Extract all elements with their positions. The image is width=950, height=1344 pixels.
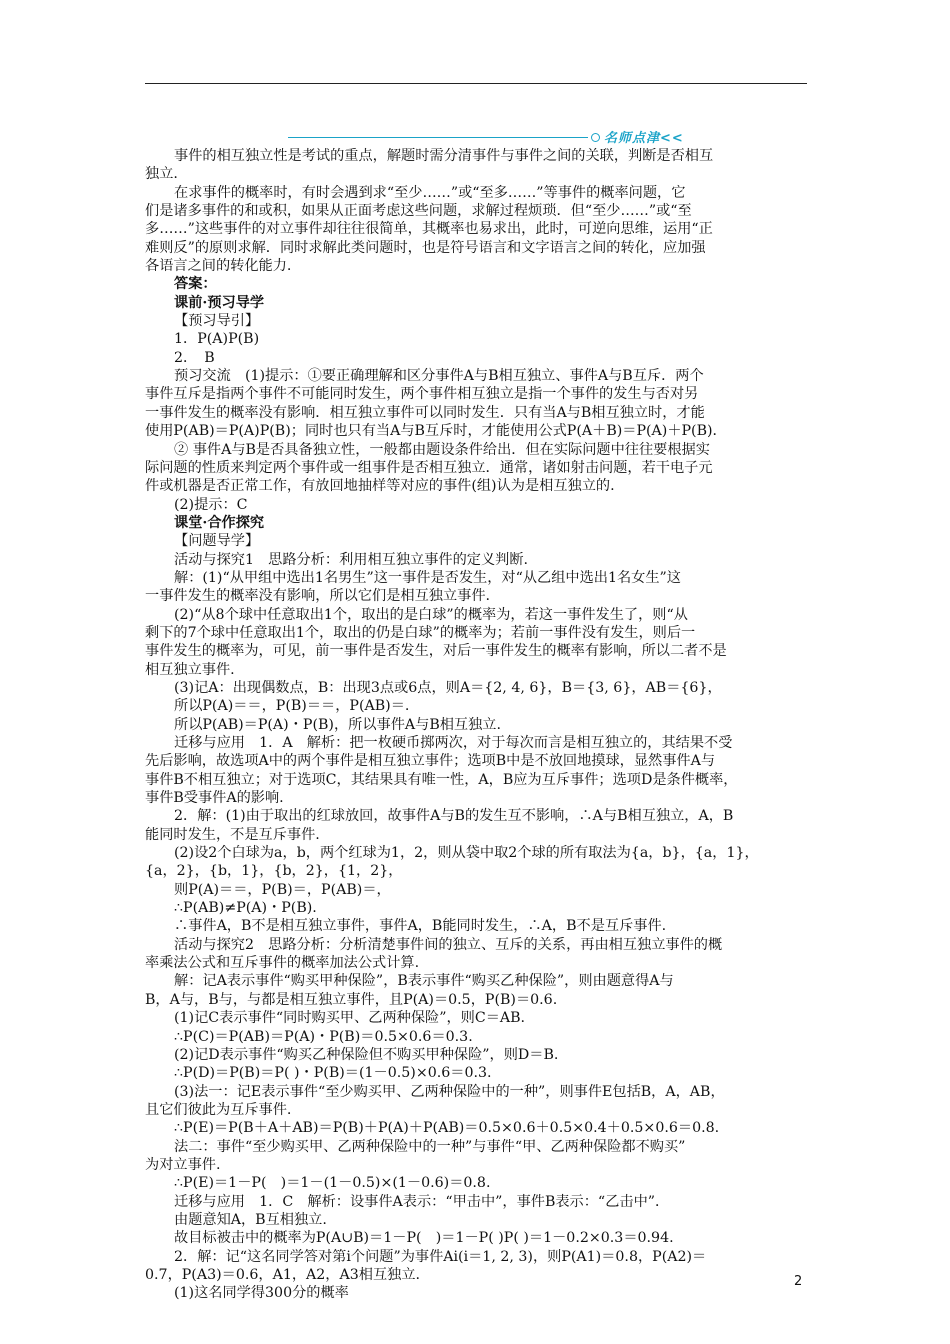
text-line: ∴P(E)＝P(B＋A＋AB)＝P(B)＋P(A)＋P(AB)＝0.5×0.6＋0.5×0.4＋0.5×0.6＝0.8. <box>174 1120 720 1137</box>
text-line: 由题意知A，B互相独立. <box>174 1211 327 1228</box>
text-line: B，A与，B与，与都是相互独立事件，且P(A)＝0.5，P(B)＝0.6. <box>145 991 558 1008</box>
text-line: 2．解：(1)由于取出的红球放回，故事件A与B的发生互不影响，∴A与B相互独立，A，B <box>174 808 734 825</box>
text-line: (2)提示：C <box>174 496 248 513</box>
text-line: ∴事件A，B不是相互独立事件，事件A，B能同时发生，∴A，B不是互斥事件. <box>174 918 667 935</box>
text-line: 事件B不相互独立；对于选项C，其结果具有唯一性，A，B应为互斥事件；选项D是条件概率， <box>145 771 738 788</box>
text-line: 预习交流 (1)提示：①要正确理解和区分事件A与B相互独立、事件A与B互斥．两个 <box>174 368 704 385</box>
text-line: (2)设2个白球为a，b，两个红球为1，2，则从袋中取2个球的所有取法为{a，b}，{a，1}， <box>174 845 759 862</box>
text-line: 一事件发生的概率没有影响．相互独立事件可以同时发生．只有当A与B相互独立时，才能 <box>145 404 705 421</box>
text-line: 为对立事件. <box>145 1156 221 1173</box>
header-rule <box>145 83 807 84</box>
text-line: 【问题导学】 <box>174 533 260 550</box>
text-line: 则P(A)＝＝，P(B)＝，P(AB)＝， <box>174 881 391 898</box>
text-line: 们是诸多事件的和或积，如果从正面考虑这些问题，求解过程烦琐．但“至少……”或“至 <box>145 203 692 220</box>
text-line: ② 事件A与B是否具备独立性，一般都由题设条件给出．但在实际问题中往往要根据实 <box>174 441 710 458</box>
text-line: 活动与探究1 思路分析：利用相互独立事件的定义判断. <box>174 551 529 568</box>
text-line: 所以P(A)＝＝，P(B)＝＝，P(AB)＝. <box>174 698 410 715</box>
text-line: 答案： <box>174 276 217 293</box>
text-line: ∴P(AB)≠P(A)・P(B). <box>174 900 317 917</box>
text-line: (2)记D表示事件“购买乙种保险但不购买甲种保险”，则D＝B. <box>174 1046 559 1063</box>
text-line: (3)记A：出现偶数点，B：出现3点或6点，则A＝{2, 4, 6}，B＝{3, 6}，AB＝{6}， <box>174 679 722 696</box>
text-line: 件或机器是否正常工作，有放回地抽样等对应的事件(组)认为是相互独立的. <box>145 478 615 495</box>
text-line: 事件B受事件A的影响. <box>145 790 284 807</box>
text-line: 事件发生的概率为，可见，前一事件是否发生，对后一事件发生的概率有影响，所以二者不是 <box>145 643 727 660</box>
text-line: 难则反”的原则求解．同时求解此类问题时，也是符号语言和文字语言之间的转化，应加强 <box>145 239 706 256</box>
text-line: 2． B <box>174 349 215 366</box>
section-banner <box>288 130 693 146</box>
banner-label: 名师点津<< <box>604 131 684 146</box>
text-line: (1)记C表示事件“同时购买甲、乙两种保险”，则C＝AB. <box>174 1010 526 1027</box>
text-line: 迁移与应用 1．C 解析：设事件A表示：“甲击中”，事件B表示：“乙击中”． <box>174 1193 670 1210</box>
text-line: {a，2}，{b，1}，{b，2}，{1，2}， <box>145 863 403 880</box>
text-line: 所以P(AB)＝P(A)・P(B)，所以事件A与B相互独立. <box>174 716 501 733</box>
text-line: 【预习导引】 <box>174 313 260 330</box>
text-line: 率乘法公式和互斥事件的概率加法公式计算. <box>145 955 420 972</box>
text-line: 相互独立事件. <box>145 661 235 678</box>
text-line: 际问题的性质来判定两个事件或一组事件是否相互独立．通常，诸如射击问题，若干电子元 <box>145 459 713 476</box>
text-line: 课前·预习导学 <box>174 294 265 311</box>
text-line: 事件的相互独立性是考试的重点，解题时需分清事件与事件之间的关联，判断是否相互 <box>174 148 714 164</box>
text-line: 剩下的7个球中任意取出1个，取出的仍是白球”的概率为；若前一事件没有发生，则后一 <box>145 624 696 641</box>
text-line: 独立. <box>145 166 178 183</box>
text-line: 解：记A表示事件“购买甲种保险”，B表示事件“购买乙种保险”，则由题意得A与 <box>174 973 674 990</box>
text-line: 活动与探究2 思路分析：分析清楚事件间的独立、互斥的关系，再由相互独立事件的概 <box>174 936 723 953</box>
page-number: 2 <box>794 1274 803 1289</box>
text-line: ∴P(E)＝1－P( )＝1－(1－0.5)×(1－0.6)＝0.8. <box>174 1175 491 1192</box>
text-line: 事件互斥是指两个事件不可能同时发生，两个事件相互独立是指一个事件的发生与否对另 <box>145 386 699 403</box>
text-line: 解：(1)“从甲组中选出1名男生”这一事件是否发生，对“从乙组中选出1名女生”这 <box>174 569 681 586</box>
text-line: 0.7，P(A3)＝0.6，A1，A2，A3相互独立. <box>145 1266 421 1283</box>
text-line: 能同时发生，不是互斥事件. <box>145 826 320 843</box>
text-line: 先后影响，故选项A中的两个事件是相互独立事件；选项B中是不放回地摸球，显然事件A与 <box>145 753 716 770</box>
text-line: 故目标被击中的概率为P(A∪B)＝1－P( )＝1－P( )P( )＝1－0.2×0.3＝0.94. <box>174 1230 674 1247</box>
banner-circle-icon <box>591 133 600 142</box>
text-line: (2)“从8个球中任意取出1个，取出的是白球”的概率为，若这一事件发生了，则“从 <box>174 606 688 623</box>
text-line: 多……”这些事件的对立事件却往往很简单，其概率也易求出，此时，可逆向思维，运用“正 <box>145 221 713 238</box>
text-line: 迁移与应用 1．A 解析：把一枚硬币掷两次，对于每次而言是相互独立的，其结果不受 <box>174 735 733 751</box>
banner-line <box>288 137 588 138</box>
text-line: 各语言之间的转化能力. <box>145 258 292 275</box>
text-line: 法二：事件“至少购买甲、乙两种保险中的一种”与事件“甲、乙两种保险都不购买” <box>174 1138 686 1155</box>
text-line: 使用P(AB)＝P(A)P(B)；同时也只有当A与B互斥时，才能使用公式P(A＋B)＝P(A)＋P(B)． <box>145 423 727 440</box>
text-line: ∴P(D)＝P(B)＝P( )・P(B)＝(1－0.5)×0.6＝0.3. <box>174 1065 492 1082</box>
text-line: ∴P(C)＝P(AB)＝P(A)・P(B)＝0.5×0.6＝0.3. <box>174 1028 473 1045</box>
text-line: 在求事件的概率时，有时会遇到求“至少……”或“至多……”等事件的概率问题，它 <box>174 184 686 201</box>
text-line: (3)法一：记E表示事件“至少购买甲、乙两种保险中的一种”，则事件E包括B，A，AB， <box>174 1083 725 1100</box>
text-line: 课堂·合作探究 <box>174 514 265 531</box>
text-line: (1)这名同学得300分的概率 <box>174 1285 349 1302</box>
document-body <box>145 147 807 1303</box>
text-line: 1．P(A)P(B) <box>174 331 260 348</box>
text-line: 且它们彼此为互斥事件. <box>145 1101 292 1118</box>
text-line: 2．解：记“这名同学答对第i个问题”为事件Ai(i＝1, 2, 3)，则P(A1)＝0.8，P(A2)＝ <box>174 1248 707 1265</box>
text-line: 一事件发生的概率没有影响，所以它们是相互独立事件. <box>145 588 491 605</box>
